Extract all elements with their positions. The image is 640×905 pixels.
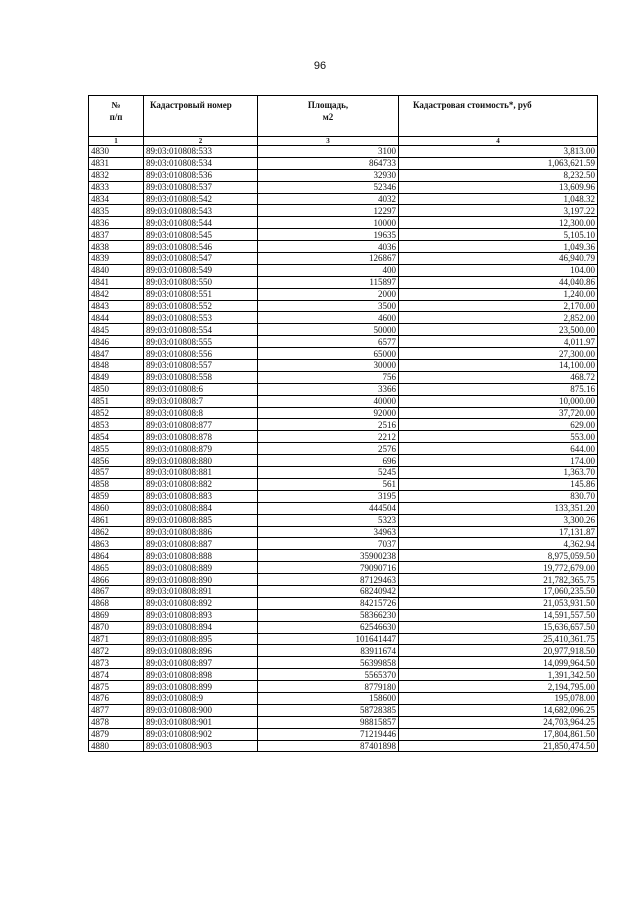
cadastral-number-cell: 89:03:010808:880 <box>144 455 258 467</box>
cadastral-cost-cell: 133,351.20 <box>399 502 598 514</box>
cadastral-cost-cell: 15,636,657.50 <box>399 621 598 633</box>
cadastral-cost-cell: 21,053,931.50 <box>399 597 598 609</box>
cadastral-cost-cell: 1,063,621.59 <box>399 157 598 169</box>
cadastral-number-cell: 89:03:010808:899 <box>144 681 258 693</box>
cadastral-cost-cell: 1,049.36 <box>399 241 598 253</box>
area-cell: 35900238 <box>258 550 399 562</box>
header-cadastral-cost-label: Кадастровая стоимость*, руб <box>413 100 532 110</box>
area-cell: 7037 <box>258 538 399 550</box>
table-row <box>89 716 598 728</box>
header-area-unit: м2 <box>322 112 334 122</box>
cadastral-cost-cell: 27,300.00 <box>399 348 598 360</box>
cadastral-cost-cell: 46,940.79 <box>399 253 598 265</box>
table-row <box>89 633 598 645</box>
row-number-cell: 4864 <box>89 550 144 562</box>
area-cell: 696 <box>258 455 399 467</box>
cadastral-number-cell: 89:03:010808:884 <box>144 502 258 514</box>
table-row <box>89 657 598 669</box>
table-row <box>89 526 598 538</box>
cadastral-number-cell: 89:03:010808:542 <box>144 193 258 205</box>
row-number-cell: 4831 <box>89 157 144 169</box>
row-number-cell: 4838 <box>89 241 144 253</box>
row-number-cell: 4832 <box>89 169 144 181</box>
area-cell: 158600 <box>258 692 399 704</box>
table-row <box>89 478 598 490</box>
area-cell: 19635 <box>258 229 399 241</box>
table-row <box>89 681 598 693</box>
area-cell: 2576 <box>258 443 399 455</box>
column-number-row <box>89 137 598 146</box>
table-row <box>89 371 598 383</box>
table-row <box>89 467 598 479</box>
cadastral-cost-cell: 14,100.00 <box>399 360 598 372</box>
cadastral-number-cell: 89:03:010808:891 <box>144 585 258 597</box>
cadastral-cost-cell: 1,391,342.50 <box>399 669 598 681</box>
table-row <box>89 645 598 657</box>
table-row <box>89 241 598 253</box>
cadastral-number-cell: 89:03:010808:534 <box>144 157 258 169</box>
cadastral-cost-cell: 1,363.70 <box>399 467 598 479</box>
table-row <box>89 181 598 193</box>
table-row <box>89 383 598 395</box>
row-number-cell: 4866 <box>89 574 144 586</box>
cadastral-cost-cell: 20,977,918.50 <box>399 645 598 657</box>
cadastral-number-cell: 89:03:010808:9 <box>144 692 258 704</box>
row-number-cell: 4867 <box>89 585 144 597</box>
row-number-cell: 4865 <box>89 562 144 574</box>
row-number-cell: 4830 <box>89 146 144 158</box>
row-number-cell: 4869 <box>89 609 144 621</box>
area-cell: 5565370 <box>258 669 399 681</box>
area-cell: 65000 <box>258 348 399 360</box>
table-row <box>89 157 598 169</box>
cadastral-number-cell: 89:03:010808:895 <box>144 633 258 645</box>
table-row <box>89 704 598 716</box>
cadastral-number-cell: 89:03:010808:557 <box>144 360 258 372</box>
area-cell: 58366230 <box>258 609 399 621</box>
row-number-cell: 4860 <box>89 502 144 514</box>
table-row <box>89 348 598 360</box>
cadastral-cost-cell: 24,703,964.25 <box>399 716 598 728</box>
area-cell: 561 <box>258 478 399 490</box>
row-number-cell: 4845 <box>89 324 144 336</box>
table-row <box>89 407 598 419</box>
area-cell: 115897 <box>258 276 399 288</box>
table-row <box>89 336 598 348</box>
table-row <box>89 431 598 443</box>
table-row <box>89 169 598 181</box>
area-cell: 34963 <box>258 526 399 538</box>
cadastral-number-cell: 89:03:010808:555 <box>144 336 258 348</box>
cadastral-number-cell: 89:03:010808:536 <box>144 169 258 181</box>
area-cell: 5245 <box>258 467 399 479</box>
cadastral-cost-cell: 2,852.00 <box>399 312 598 324</box>
cadastral-cost-cell: 3,300.26 <box>399 514 598 526</box>
row-number-cell: 4840 <box>89 264 144 276</box>
column-number-3: 3 <box>258 137 399 146</box>
table-row <box>89 669 598 681</box>
cadastral-cost-cell: 644.00 <box>399 443 598 455</box>
cadastral-number-cell: 89:03:010808:896 <box>144 645 258 657</box>
table-row <box>89 502 598 514</box>
table-row <box>89 360 598 372</box>
row-number-cell: 4846 <box>89 336 144 348</box>
area-cell: 71219446 <box>258 728 399 740</box>
cadastral-number-cell: 89:03:010808:879 <box>144 443 258 455</box>
cadastral-cost-cell: 8,975,059.50 <box>399 550 598 562</box>
table-row <box>89 205 598 217</box>
row-number-cell: 4850 <box>89 383 144 395</box>
table-row <box>89 229 598 241</box>
row-number-cell: 4868 <box>89 597 144 609</box>
table-row <box>89 264 598 276</box>
cadastral-cost-cell: 2,170.00 <box>399 300 598 312</box>
row-number-cell: 4875 <box>89 681 144 693</box>
cadastral-number-cell: 89:03:010808:888 <box>144 550 258 562</box>
area-cell: 3500 <box>258 300 399 312</box>
cadastral-number-cell: 89:03:010808:902 <box>144 728 258 740</box>
cadastral-number-cell: 89:03:010808:550 <box>144 276 258 288</box>
cadastral-number-cell: 89:03:010808:890 <box>144 574 258 586</box>
cadastral-number-cell: 89:03:010808:893 <box>144 609 258 621</box>
row-number-cell: 4870 <box>89 621 144 633</box>
row-number-cell: 4848 <box>89 360 144 372</box>
cadastral-cost-cell: 4,362.94 <box>399 538 598 550</box>
cadastral-number-cell: 89:03:010808:544 <box>144 217 258 229</box>
cadastral-number-cell: 89:03:010808:882 <box>144 478 258 490</box>
row-number-cell: 4844 <box>89 312 144 324</box>
row-number-cell: 4839 <box>89 253 144 265</box>
table-row <box>89 574 598 586</box>
header-cadastral-number-label: Кадастровый номер <box>150 100 232 110</box>
area-cell: 864733 <box>258 157 399 169</box>
area-cell: 83911674 <box>258 645 399 657</box>
cadastral-number-cell: 89:03:010808:545 <box>144 229 258 241</box>
cadastral-number-cell: 89:03:010808:549 <box>144 264 258 276</box>
cadastral-cost-cell: 25,410,361.75 <box>399 633 598 645</box>
header-row-number <box>89 96 144 137</box>
cadastral-number-cell: 89:03:010808:900 <box>144 704 258 716</box>
area-cell: 98815857 <box>258 716 399 728</box>
cadastral-cost-cell: 8,232.50 <box>399 169 598 181</box>
row-number-cell: 4878 <box>89 716 144 728</box>
column-number-1: 1 <box>89 137 144 146</box>
cadastral-number-cell: 89:03:010808:878 <box>144 431 258 443</box>
cadastral-number-cell: 89:03:010808:883 <box>144 490 258 502</box>
table-body <box>89 146 598 752</box>
table-row <box>89 312 598 324</box>
area-cell: 12297 <box>258 205 399 217</box>
row-number-cell: 4874 <box>89 669 144 681</box>
area-cell: 6577 <box>258 336 399 348</box>
cadastral-cost-cell: 23,500.00 <box>399 324 598 336</box>
table-row <box>89 455 598 467</box>
cadastral-cost-cell: 1,048.32 <box>399 193 598 205</box>
cadastral-number-cell: 89:03:010808:537 <box>144 181 258 193</box>
column-number-2: 2 <box>144 137 258 146</box>
cadastral-cost-cell: 37,720.00 <box>399 407 598 419</box>
table-row <box>89 419 598 431</box>
area-cell: 4036 <box>258 241 399 253</box>
cadastral-number-cell: 89:03:010808:886 <box>144 526 258 538</box>
cadastral-number-cell: 89:03:010808:877 <box>144 419 258 431</box>
area-cell: 2212 <box>258 431 399 443</box>
cadastral-number-cell: 89:03:010808:8 <box>144 407 258 419</box>
row-number-cell: 4880 <box>89 740 144 752</box>
table-row <box>89 550 598 562</box>
header-cadastral-number <box>144 96 258 137</box>
area-cell: 2516 <box>258 419 399 431</box>
table-row <box>89 728 598 740</box>
cadastral-cost-cell: 17,131.87 <box>399 526 598 538</box>
table-header-row <box>89 96 598 137</box>
area-cell: 444504 <box>258 502 399 514</box>
cadastral-cost-cell: 14,682,096.25 <box>399 704 598 716</box>
area-cell: 40000 <box>258 395 399 407</box>
cadastral-cost-cell: 1,240.00 <box>399 288 598 300</box>
row-number-cell: 4841 <box>89 276 144 288</box>
table-row <box>89 276 598 288</box>
cadastral-table <box>88 95 598 752</box>
cadastral-number-cell: 89:03:010808:889 <box>144 562 258 574</box>
header-area <box>258 96 399 137</box>
cadastral-number-cell: 89:03:010808:558 <box>144 371 258 383</box>
row-number-cell: 4842 <box>89 288 144 300</box>
table-row <box>89 621 598 633</box>
cadastral-cost-cell: 19,772,679.00 <box>399 562 598 574</box>
row-number-cell: 4856 <box>89 455 144 467</box>
cadastral-cost-cell: 4,011.97 <box>399 336 598 348</box>
cadastral-number-cell: 89:03:010808:543 <box>144 205 258 217</box>
cadastral-cost-cell: 174.00 <box>399 455 598 467</box>
cadastral-number-cell: 89:03:010808:885 <box>144 514 258 526</box>
area-cell: 68240942 <box>258 585 399 597</box>
cadastral-cost-cell: 14,099,964.50 <box>399 657 598 669</box>
cadastral-cost-cell: 12,300.00 <box>399 217 598 229</box>
cadastral-number-cell: 89:03:010808:898 <box>144 669 258 681</box>
cadastral-cost-cell: 3,197.22 <box>399 205 598 217</box>
cadastral-cost-cell: 17,804,861.50 <box>399 728 598 740</box>
cadastral-number-cell: 89:03:010808:881 <box>144 467 258 479</box>
area-cell: 32930 <box>258 169 399 181</box>
row-number-cell: 4858 <box>89 478 144 490</box>
row-number-cell: 4879 <box>89 728 144 740</box>
cadastral-number-cell: 89:03:010808:897 <box>144 657 258 669</box>
row-number-cell: 4836 <box>89 217 144 229</box>
table-row <box>89 740 598 752</box>
table-row <box>89 324 598 336</box>
cadastral-number-cell: 89:03:010808:556 <box>144 348 258 360</box>
row-number-cell: 4873 <box>89 657 144 669</box>
row-number-cell: 4854 <box>89 431 144 443</box>
table-row <box>89 217 598 229</box>
cadastral-cost-cell: 3,813.00 <box>399 146 598 158</box>
row-number-cell: 4847 <box>89 348 144 360</box>
row-number-cell: 4863 <box>89 538 144 550</box>
row-number-cell: 4871 <box>89 633 144 645</box>
cadastral-cost-cell: 10,000.00 <box>399 395 598 407</box>
cadastral-number-cell: 89:03:010808:6 <box>144 383 258 395</box>
cadastral-cost-cell: 5,105.10 <box>399 229 598 241</box>
table-row <box>89 538 598 550</box>
cadastral-cost-cell: 21,850,474.50 <box>399 740 598 752</box>
row-number-cell: 4837 <box>89 229 144 241</box>
area-cell: 4600 <box>258 312 399 324</box>
cadastral-number-cell: 89:03:010808:903 <box>144 740 258 752</box>
row-number-cell: 4834 <box>89 193 144 205</box>
area-cell: 87129463 <box>258 574 399 586</box>
area-cell: 400 <box>258 264 399 276</box>
cadastral-cost-cell: 553.00 <box>399 431 598 443</box>
area-cell: 101641447 <box>258 633 399 645</box>
cadastral-number-cell: 89:03:010808:546 <box>144 241 258 253</box>
cadastral-number-cell: 89:03:010808:533 <box>144 146 258 158</box>
row-number-cell: 4843 <box>89 300 144 312</box>
row-number-cell: 4855 <box>89 443 144 455</box>
cadastral-cost-cell: 875.16 <box>399 383 598 395</box>
page-number: 96 <box>313 60 327 72</box>
row-number-cell: 4862 <box>89 526 144 538</box>
table-row <box>89 597 598 609</box>
cadastral-cost-cell: 195,078.00 <box>399 692 598 704</box>
cadastral-cost-cell: 13,609.96 <box>399 181 598 193</box>
area-cell: 58728385 <box>258 704 399 716</box>
table-row <box>89 514 598 526</box>
area-cell: 8779180 <box>258 681 399 693</box>
cadastral-cost-cell: 145.86 <box>399 478 598 490</box>
area-cell: 3366 <box>258 383 399 395</box>
area-cell: 84215726 <box>258 597 399 609</box>
area-cell: 3100 <box>258 146 399 158</box>
cadastral-number-cell: 89:03:010808:7 <box>144 395 258 407</box>
area-cell: 126867 <box>258 253 399 265</box>
area-cell: 756 <box>258 371 399 383</box>
header-number-symbol: № <box>111 100 121 110</box>
table-row <box>89 253 598 265</box>
cadastral-number-cell: 89:03:010808:892 <box>144 597 258 609</box>
area-cell: 56399858 <box>258 657 399 669</box>
area-cell: 52346 <box>258 181 399 193</box>
table-row <box>89 193 598 205</box>
cadastral-cost-cell: 14,591,557.50 <box>399 609 598 621</box>
area-cell: 2000 <box>258 288 399 300</box>
cadastral-number-cell: 89:03:010808:554 <box>144 324 258 336</box>
row-number-cell: 4833 <box>89 181 144 193</box>
cadastral-number-cell: 89:03:010808:901 <box>144 716 258 728</box>
cadastral-cost-cell: 44,040.86 <box>399 276 598 288</box>
cadastral-cost-cell: 17,060,235.50 <box>399 585 598 597</box>
table-row <box>89 300 598 312</box>
area-cell: 3195 <box>258 490 399 502</box>
cadastral-number-cell: 89:03:010808:552 <box>144 300 258 312</box>
column-number-4: 4 <box>399 137 598 146</box>
area-cell: 30000 <box>258 360 399 372</box>
row-number-cell: 4861 <box>89 514 144 526</box>
area-cell: 10000 <box>258 217 399 229</box>
table-row <box>89 562 598 574</box>
table-row <box>89 395 598 407</box>
cadastral-number-cell: 89:03:010808:894 <box>144 621 258 633</box>
header-cadastral-cost <box>399 96 598 137</box>
area-cell: 50000 <box>258 324 399 336</box>
row-number-cell: 4851 <box>89 395 144 407</box>
row-number-cell: 4877 <box>89 704 144 716</box>
cadastral-cost-cell: 21,782,365.75 <box>399 574 598 586</box>
row-number-cell: 4852 <box>89 407 144 419</box>
cadastral-cost-cell: 830.70 <box>399 490 598 502</box>
cadastral-cost-cell: 468.72 <box>399 371 598 383</box>
header-area-label: Площадь, <box>307 100 349 110</box>
row-number-cell: 4876 <box>89 692 144 704</box>
table-row <box>89 609 598 621</box>
row-number-cell: 4849 <box>89 371 144 383</box>
cadastral-number-cell: 89:03:010808:887 <box>144 538 258 550</box>
table-row <box>89 146 598 158</box>
table-row <box>89 490 598 502</box>
row-number-cell: 4835 <box>89 205 144 217</box>
row-number-cell: 4853 <box>89 419 144 431</box>
cadastral-number-cell: 89:03:010808:551 <box>144 288 258 300</box>
table-row <box>89 443 598 455</box>
row-number-cell: 4859 <box>89 490 144 502</box>
area-cell: 4032 <box>258 193 399 205</box>
row-number-cell: 4872 <box>89 645 144 657</box>
area-cell: 92000 <box>258 407 399 419</box>
cadastral-cost-cell: 2,194,795.00 <box>399 681 598 693</box>
area-cell: 87401898 <box>258 740 399 752</box>
cadastral-cost-cell: 104.00 <box>399 264 598 276</box>
cadastral-number-cell: 89:03:010808:553 <box>144 312 258 324</box>
area-cell: 62546630 <box>258 621 399 633</box>
cadastral-cost-cell: 629.00 <box>399 419 598 431</box>
table-row <box>89 288 598 300</box>
table-row <box>89 585 598 597</box>
cadastral-number-cell: 89:03:010808:547 <box>144 253 258 265</box>
header-number-abbrev: п/п <box>109 112 123 122</box>
table-row <box>89 692 598 704</box>
row-number-cell: 4857 <box>89 467 144 479</box>
area-cell: 79090716 <box>258 562 399 574</box>
area-cell: 5323 <box>258 514 399 526</box>
